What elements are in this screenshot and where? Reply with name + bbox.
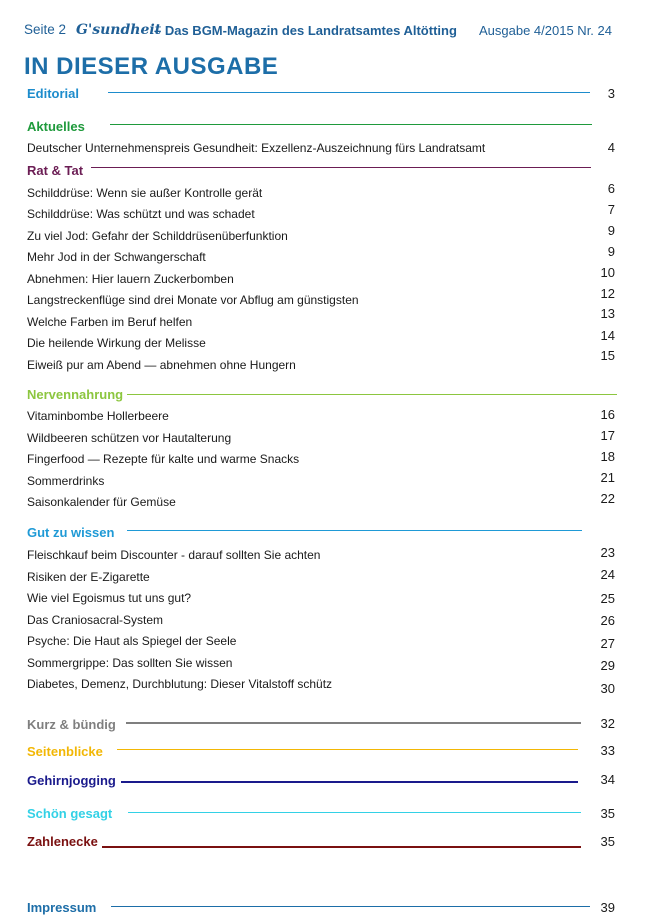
section-zahlenecke: Zahlenecke	[27, 834, 98, 849]
page-number: 30	[600, 681, 615, 696]
section-rule	[127, 394, 617, 395]
section-gut-zu-wissen: Gut zu wissen	[27, 525, 115, 540]
page-number: 14	[600, 328, 615, 343]
page-number: 35	[600, 834, 615, 849]
section-rule	[121, 781, 578, 783]
toc-item: Schilddrüse: Was schützt und was schadet	[27, 207, 255, 221]
section-gehirnjogging: Gehirnjogging	[27, 773, 116, 788]
page-number: 6	[607, 181, 615, 196]
page-number: 18	[600, 449, 615, 464]
section-rule	[127, 530, 582, 531]
page-number: 12	[600, 286, 615, 301]
page-number: 22	[600, 491, 615, 506]
section-nervennahrung: Nervennahrung	[27, 387, 124, 402]
page-number: 13	[600, 306, 615, 321]
section-rule	[111, 906, 590, 907]
toc-item: Sommergrippe: Das sollten Sie wissen	[27, 656, 233, 670]
section-rule	[126, 722, 581, 724]
toc-item: Eiweiß pur am Abend — abnehmen ohne Hungern	[27, 358, 296, 372]
toc-item: Saisonkalender für Gemüse	[27, 495, 176, 509]
toc-item: Abnehmen: Hier lauern Zuckerbomben	[27, 272, 234, 286]
toc-item: Fleischkauf beim Discounter - darauf sollten Sie achten	[27, 548, 321, 562]
page-label: Seite 2	[24, 22, 67, 37]
page-number: 32	[600, 716, 615, 731]
section-seitenblicke: Seitenblicke	[27, 744, 103, 759]
section-aktuelles: Aktuelles	[27, 119, 85, 134]
toc-item: Wie viel Egoismus tut uns gut?	[27, 591, 192, 605]
section-rat-tat: Rat & Tat	[27, 163, 84, 178]
toc-item: Das Craniosacral-System	[27, 613, 164, 627]
page-number: 17	[600, 428, 615, 443]
page-number: 33	[600, 743, 615, 758]
section-impressum: Impressum	[27, 900, 97, 915]
page-number: 27	[600, 636, 615, 651]
section-rule	[108, 92, 590, 93]
toc-item: Zu viel Jod: Gefahr der Schilddrüsenüberfunktion	[27, 229, 288, 243]
page-number: 10	[600, 265, 615, 280]
section-rule	[128, 812, 581, 813]
page-number: 25	[600, 591, 615, 606]
magazine-name: G'sundheit	[76, 22, 162, 38]
toc-item: Langstreckenflüge sind drei Monate vor Abflug am günstigsten	[27, 293, 359, 307]
page-number: 29	[600, 658, 615, 673]
page-number: 23	[600, 545, 615, 560]
section-rule	[91, 167, 591, 168]
page-number: 4	[607, 140, 615, 155]
toc-item: Fingerfood — Rezepte für kalte und warme Snacks	[27, 452, 300, 466]
page-number: 15	[600, 348, 615, 363]
toc-item: Welche Farben im Beruf helfen	[27, 315, 193, 329]
toc-item: Die heilende Wirkung der Melisse	[27, 336, 206, 350]
toc-item: Sommerdrinks	[27, 474, 105, 488]
page-number: 7	[607, 202, 615, 217]
page-number: 34	[600, 772, 615, 787]
section-editorial: Editorial	[27, 86, 80, 101]
toc-item: Mehr Jod in der Schwangerschaft	[27, 250, 206, 264]
toc-item: Vitaminbombe Hollerbeere	[27, 409, 169, 423]
page-number: 16	[600, 407, 615, 422]
page-number: 24	[600, 567, 615, 582]
page-number: 21	[600, 470, 615, 485]
page-number: 39	[600, 900, 615, 915]
toc-item: Psyche: Die Haut als Spiegel der Seele	[27, 634, 237, 648]
section-kurz-buendig: Kurz & bündig	[27, 717, 116, 732]
page-title: IN DIESER AUSGABE	[24, 53, 279, 80]
toc-item: Deutscher Unternehmenspreis Gesundheit: Exzellenz-Auszeichnung fürs Landratsamt	[27, 141, 486, 155]
page-number: 26	[600, 613, 615, 628]
toc-item: Risiken der E-Zigarette	[27, 570, 150, 584]
section-rule	[110, 124, 592, 125]
page-number: 3	[607, 86, 615, 101]
toc-item: Diabetes, Demenz, Durchblutung: Dieser Vitalstoff schütz	[27, 677, 333, 691]
section-rule	[117, 749, 578, 750]
page-number: 9	[607, 244, 615, 259]
magazine-subtitle: – Das BGM-Magazin des Landratsamtes Altötting	[154, 23, 457, 38]
page-number: 9	[607, 223, 615, 238]
section-schoen-gesagt: Schön gesagt	[27, 806, 113, 821]
toc-item: Wildbeeren schützen vor Hautalterung	[27, 431, 232, 445]
issue-info: Ausgabe 4/2015 Nr. 24	[479, 23, 612, 38]
section-rule	[102, 846, 581, 848]
toc-item: Schilddrüse: Wenn sie außer Kontrolle gerät	[27, 186, 263, 200]
page-number: 35	[600, 806, 615, 821]
